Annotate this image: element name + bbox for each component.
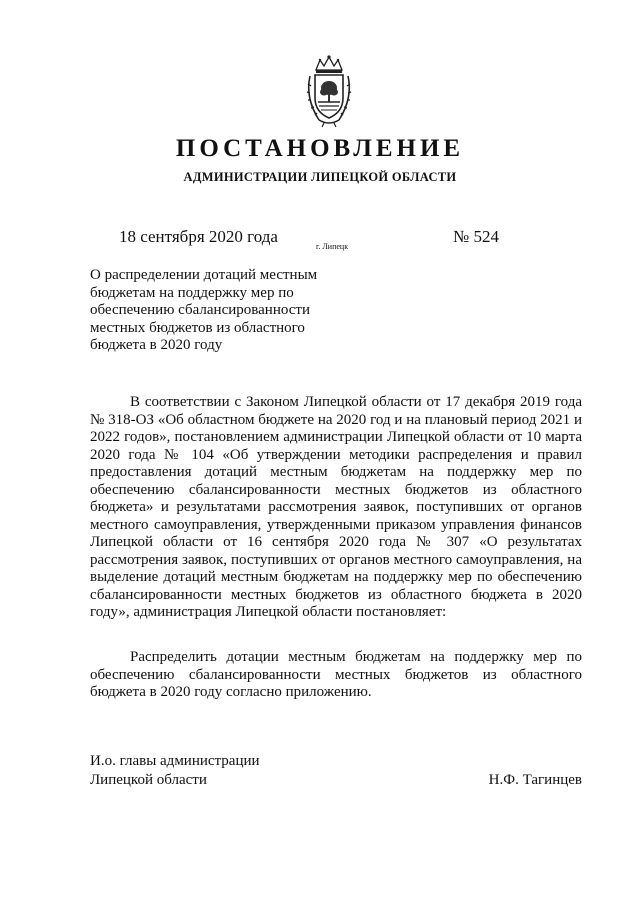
- body-paragraph-preamble: В соответствии с Законом Липецкой области от 17 декабря 2019 года № 318-ОЗ «Об областном бюджете на 2020 год и на плановый период 2021 и 2022 годов», постановлением администрации Липецкой области от 10 марта 2020 года № 104 «Об утверждении методики распределения и правил предоставления дотаций местным бюджетам на поддержку мер по обеспечению сбалансированности местных бюджетов из областного бюджета» и результатами рассмотрения заявок, поступивших от органов местного самоуправления, утвержденными приказом управления финансов Липецкой области от 16 сентября 2020 года № 307 «О результатах рассмотрения заявок, поступивших от органов местного самоуправления, на выделение дотаций местным бюджетам на поддержку мер по обеспечению сбалансированности местных бюджетов из областного бюджета в 2020 году», администрация Липецкой области постановляет:: [90, 394, 582, 620]
- subject-line: О распределении дотаций местным: [90, 267, 318, 283]
- document-title: ПОСТАНОВЛЕНИЕ: [175, 135, 465, 162]
- subject-line: бюджетам на поддержку мер по: [90, 284, 294, 301]
- signatory-name: Н.Ф. Тагинцев: [488, 772, 582, 788]
- document-city: г. Липецк: [316, 242, 349, 251]
- signatory-position-line: И.о. главы администрации: [90, 753, 260, 769]
- subject-line: местных бюджетов из областного: [90, 319, 305, 336]
- body-paragraph-resolution: Распределить дотации местным бюджетам на поддержку мер по обеспечению сбалансированности местных бюджетов из областного бюджета в 2020 году согласно приложению.: [90, 649, 582, 700]
- subject-line: бюджета в 2020 году: [90, 337, 223, 353]
- signatory-position: [90, 752, 260, 790]
- document-date: 18 сентября 2020 года: [119, 227, 278, 246]
- coat-of-arms-icon: [302, 54, 356, 128]
- signatory-position-line: Липецкой области: [90, 772, 207, 788]
- document-subtitle: АДМИНИСТРАЦИИ ЛИПЕЦКОЙ ОБЛАСТИ: [183, 170, 457, 184]
- document-number: № 524: [453, 227, 499, 246]
- document-subject: [90, 267, 360, 355]
- subject-line: обеспечению сбалансированности: [90, 302, 310, 318]
